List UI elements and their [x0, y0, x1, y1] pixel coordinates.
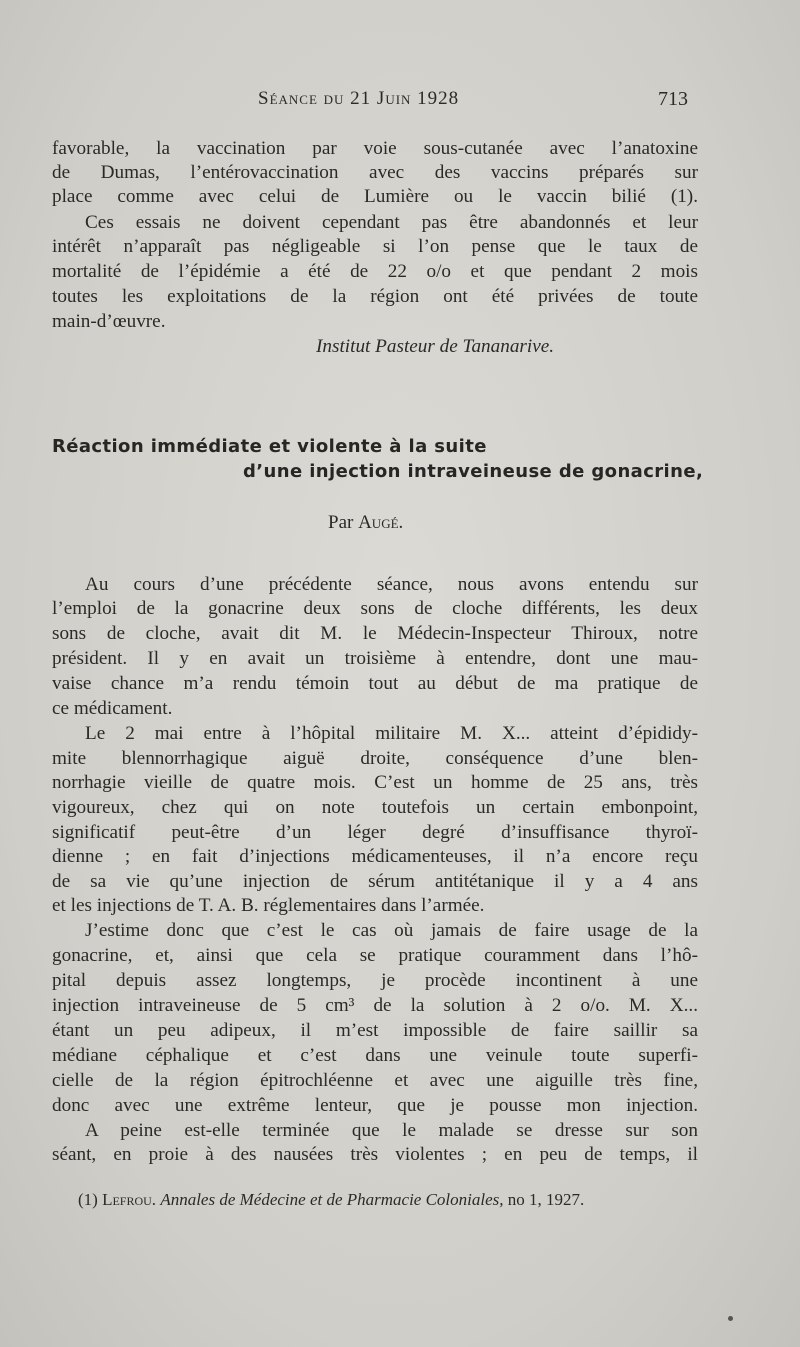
text-line: mite blennorrhagique aiguë droite, conséquence d’une blen-: [52, 748, 698, 769]
article-title-line-1: Réaction immédiate et violente à la suite: [52, 436, 487, 457]
text-line: norrhagie vieille de quatre mois. C’est un homme de 25 ans, très: [52, 772, 698, 793]
text-line: injection intraveineuse de 5 cm³ de la solution à 2 o/o. M. X...: [52, 995, 698, 1016]
author-name: Augé.: [358, 512, 404, 533]
text-line: favorable, la vaccination par voie sous-cutanée avec l’anatoxine: [52, 138, 698, 159]
text-line: gonacrine, et, ainsi que cela se pratique couramment dans l’hô-: [52, 945, 698, 966]
article-title-line-2: d’une injection intraveineuse de gonacrine,: [243, 461, 704, 482]
text-line: Le 2 mai entre à l’hôpital militaire M. X... atteint d’épididy-: [85, 723, 698, 744]
institution-signature: Institut Pasteur de Tananarive.: [316, 336, 555, 357]
text-line: J’estime donc que c’est le cas où jamais de faire usage de la: [85, 920, 698, 941]
text-line: président. Il y en avait un troisième à entendre, dont une mau-: [52, 648, 698, 669]
footnote: [78, 1190, 584, 1210]
text-line: étant un peu adipeux, il m’est impossible de faire saillir sa: [52, 1020, 698, 1041]
text-line: de Dumas, l’entérovaccination avec des vaccins préparés sur: [52, 162, 698, 183]
text-line: pital depuis assez longtemps, je procède incontinent à une: [52, 970, 698, 991]
text-line: sons de cloche, avait dit M. le Médecin-Inspecteur Thiroux, notre: [52, 623, 698, 644]
text-line: vaise chance m’a rendu témoin tout au début de ma pratique de: [52, 673, 698, 694]
text-line: A peine est-elle terminée que le malade se dresse sur son: [85, 1120, 698, 1141]
header-title: Séance du 21 Juin 1928: [258, 88, 460, 109]
page-number: 713: [658, 88, 688, 110]
author-prefix: Par: [328, 512, 354, 533]
text-line: mortalité de l’épidémie a été de 22 o/o et que pendant 2 mois: [52, 261, 698, 282]
footnote-journal-title: Annales de Médecine et de Pharmacie Coloniales,: [160, 1190, 504, 1209]
article-author: [328, 512, 403, 534]
text-line: Au cours d’une précédente séance, nous avons entendu sur: [85, 574, 698, 595]
text-line: donc avec une extrême lenteur, que je pousse mon injection.: [52, 1095, 698, 1116]
text-line: intérêt n’apparaît pas négligeable si l’on pense que le taux de: [52, 236, 698, 257]
footnote-marker: (1): [78, 1190, 98, 1209]
text-line: Ces essais ne doivent cependant pas être abandonnés et leur: [85, 212, 698, 233]
text-line: toutes les exploitations de la région ont été privées de toute: [52, 286, 698, 307]
text-line: séant, en proie à des nausées très violentes ; en peu de temps, il: [52, 1144, 698, 1165]
text-line: et les injections de T. A. B. réglementaires dans l’armée.: [52, 895, 485, 916]
text-line: vigoureux, chez qui on note toutefois un certain embonpoint,: [52, 797, 698, 818]
footnote-author: Lefrou.: [102, 1190, 157, 1209]
text-line: ce médicament.: [52, 698, 173, 719]
text-line: dienne ; en fait d’injections médicamenteuses, il n’a encore reçu: [52, 846, 698, 867]
text-line: de sa vie qu’une injection de sérum antitétanique il y a 4 ans: [52, 871, 698, 892]
text-line: main-d’œuvre.: [52, 311, 166, 332]
footnote-reference: no 1, 1927.: [507, 1190, 585, 1209]
text-line: place comme avec celui de Lumière ou le vaccin bilié (1).: [52, 186, 698, 207]
text-line: l’emploi de la gonacrine deux sons de cloche différents, les deux: [52, 598, 698, 619]
text-line: cielle de la région épitrochléenne et avec une aiguille très fine,: [52, 1070, 698, 1091]
ink-speck: [728, 1316, 733, 1321]
text-line: significatif peut-être d’un léger degré d’insuffisance thyroï-: [52, 822, 698, 843]
running-header: [0, 88, 800, 112]
text-line: médiane céphalique et c’est dans une veinule toute superfi-: [52, 1045, 698, 1066]
